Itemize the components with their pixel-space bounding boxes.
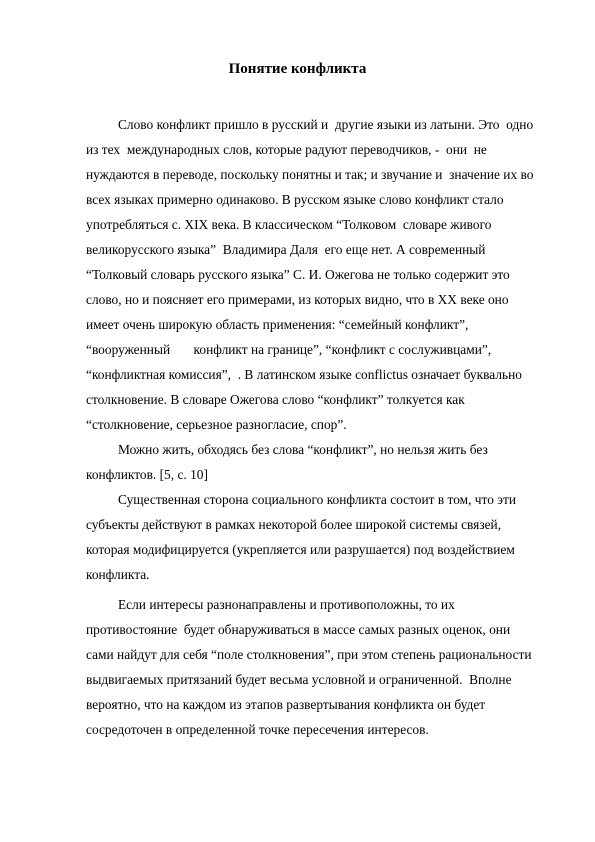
paragraph-line: из тех международных слов, которые радуют переводчиков, - они не	[86, 142, 487, 157]
paragraph-line: слово, но и поясняет его примерами, из которых видно, что в XX веке оно	[86, 292, 509, 307]
paragraph-line: конфликтов. [5, с. 10]	[86, 467, 208, 482]
paragraph-line: великорусского языка” Владимира Даля его еще нет. А современный	[86, 242, 486, 257]
paragraph-line: “Толковый словарь русского языка” С. И. Ожегова не только содержит это	[86, 267, 510, 282]
paragraph-line: “вооруженный конфликт на границе”, “конфликт с сослуживцами”,	[86, 342, 492, 357]
paragraph-line: всех языках примерно одинаково. В русском языке слово конфликт стало	[86, 192, 504, 207]
paragraph-line: столкновение. В словаре Ожегова слово “конфликт” толкуется как	[86, 392, 465, 407]
paragraph-line: Существенная сторона социального конфликта состоит в том, что эти	[118, 492, 517, 507]
paragraph-line: Слово конфликт пришло в русский и другие языки из латыни. Это одно	[118, 117, 534, 132]
paragraph-line: которая модифицируется (укрепляется или разрушается) под воздействием	[86, 542, 515, 557]
paragraph-line: конфликта.	[86, 567, 150, 582]
paragraph-line: нуждаются в переводе, поскольку понятны и так; и звучание и значение их во	[86, 167, 534, 182]
paragraph-line: “столкновение, серьезное разногласие, спор”.	[86, 417, 347, 432]
paragraph-line: Можно жить, обходясь без слова “конфликт”, но нельзя жить без	[118, 442, 488, 457]
paragraph-line: противостояние будет обнаруживаться в массе самых разных оценок, они	[86, 622, 511, 637]
paragraph-line: имеет очень широкую область применения: “семейный конфликт”,	[86, 317, 469, 332]
paragraph-line: выдвигаемых притязаний будет весьма условной и ограниченной. Вполне	[86, 672, 512, 687]
paragraph-line: сами найдут для себя “поле столкновения”, при этом степень рациональности	[86, 647, 532, 662]
paragraph-line: “конфликтная комиссия”, . В латинском языке conflictus означает буквально	[86, 367, 522, 382]
paragraph-line: употребляться с. XIX века. В классическом “Толковом словаре живого	[86, 217, 492, 232]
paragraph-line: сосредоточен в определенной точке пересечения интересов.	[86, 722, 429, 737]
page-title: Понятие конфликта	[228, 61, 367, 77]
paragraph-line: субъекты действуют в рамках некоторой более широкой системы связей,	[86, 517, 502, 532]
paragraph-line: Если интересы разнонаправлены и противоположны, то их	[118, 597, 455, 612]
paragraph-line: вероятно, что на каждом из этапов развертывания конфликта он будет	[86, 697, 486, 712]
